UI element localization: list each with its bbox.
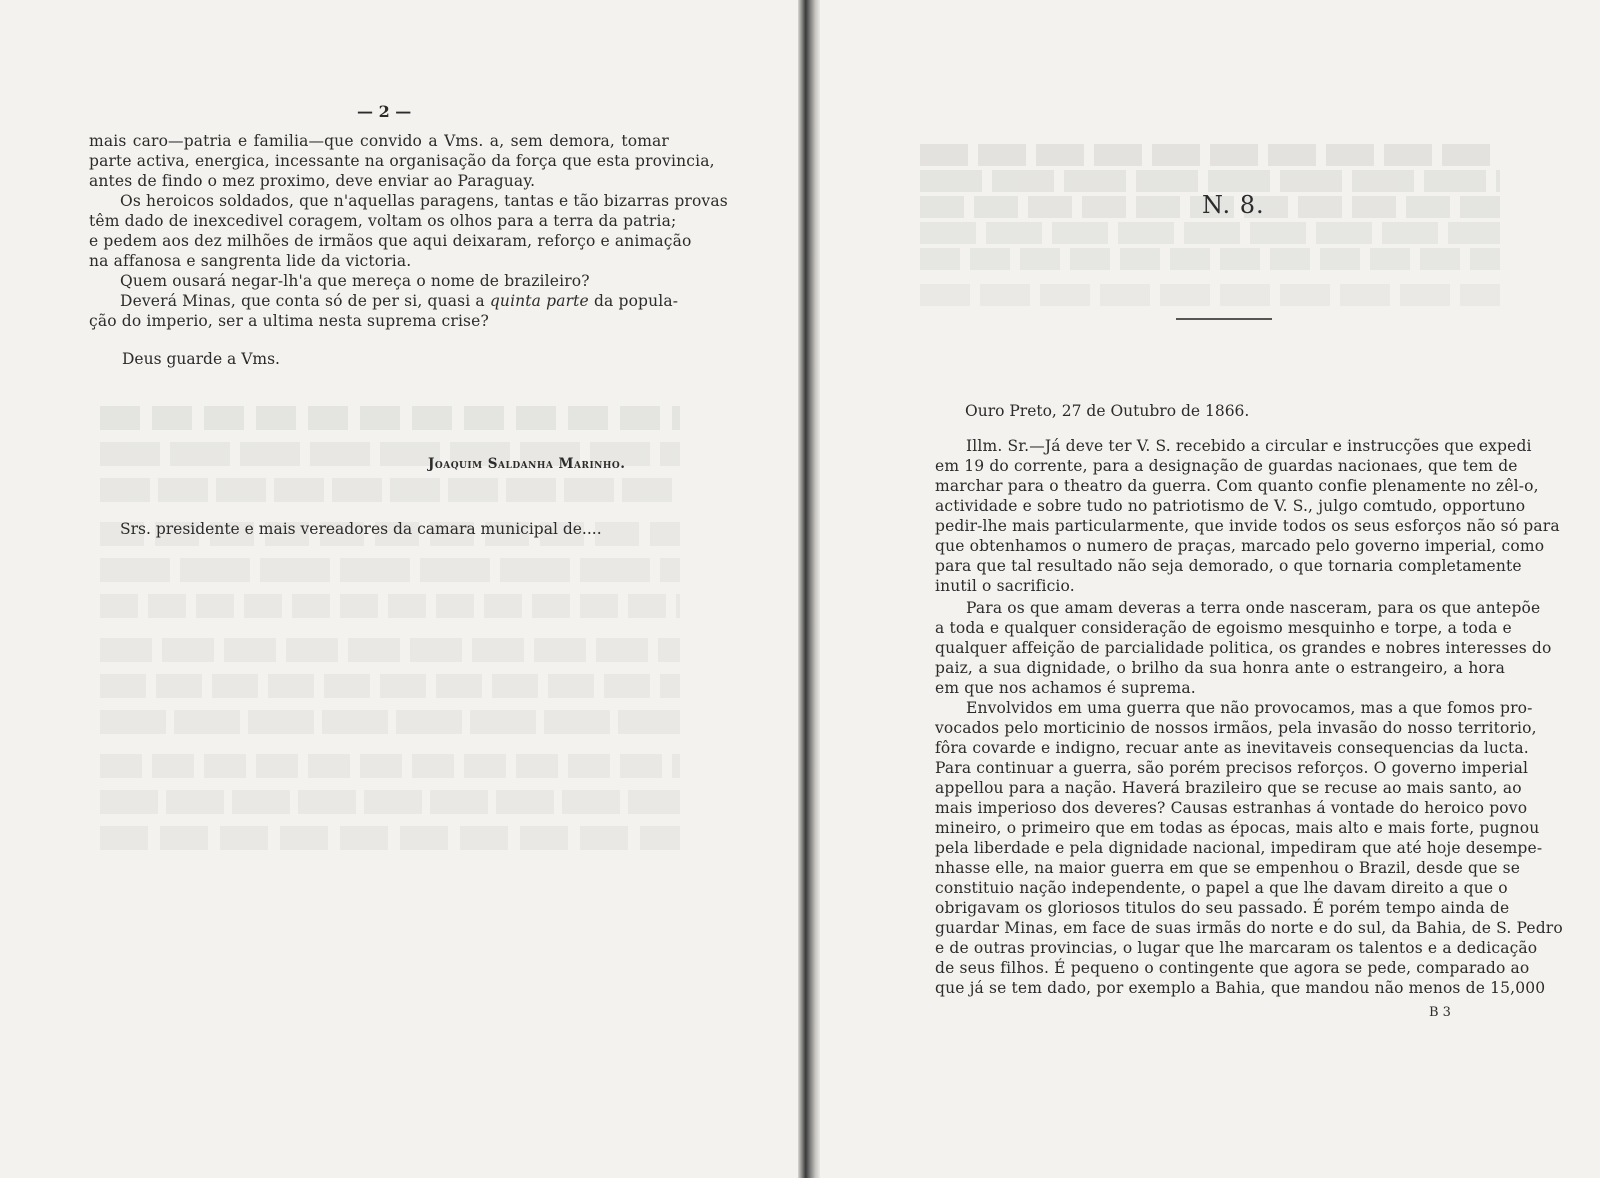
text-line: de seus filhos. É pequeno o contingente que agora se pede, comparado ao bbox=[935, 959, 1530, 977]
text-line: Envolvidos em uma guerra que não provocamos, mas a que fomos pro- bbox=[966, 699, 1533, 717]
text-line: Illm. Sr.—Já deve ter V. S. recebido a circular e instrucções que expedi bbox=[966, 437, 1532, 455]
text-line: parte activa, energica, incessante na organisação da força que esta provincia, bbox=[89, 152, 715, 170]
text-line: actividade e sobre tudo no patriotismo de V. S., julgo comtudo, opportuno bbox=[935, 497, 1526, 515]
text-line: pela liberdade e pela dignidade nacional, impediram que até hoje desempe- bbox=[935, 839, 1543, 857]
text-line: fôra covarde e indigno, recuar ante as inevitaveis consequencias da lucta. bbox=[935, 739, 1529, 757]
text-line: Quem ousará negar-lh'a que mereça o nome de brazileiro? bbox=[120, 272, 590, 290]
bleed-through-left bbox=[100, 400, 680, 1010]
paragraph-minas bbox=[89, 291, 679, 331]
text-line: appellou para a nação. Haverá brazileiro que se recuse ao mais santo, ao bbox=[935, 779, 1522, 797]
signature: Joaquim Saldanha Marinho. bbox=[428, 456, 626, 472]
paragraph-question bbox=[89, 271, 669, 291]
text-line: guardar Minas, em face de suas irmãs do norte e do sul, da Bahia, de S. Pedro bbox=[935, 919, 1563, 937]
place-date: Ouro Preto, 27 de Outubro de 1866. bbox=[965, 402, 1250, 420]
bleed-through-right bbox=[920, 140, 1500, 340]
signature-mark: B 3 bbox=[1429, 1005, 1451, 1020]
text-line: Para continuar a guerra, são porém precisos reforços. O governo imperial bbox=[935, 759, 1529, 777]
emphasis-text: quinta parte bbox=[489, 292, 589, 310]
text-line: vocados pelo morticinio de nossos irmãos, pela invasão do nosso territorio, bbox=[935, 719, 1537, 737]
document-number: N. 8. bbox=[1202, 191, 1265, 219]
text-line: pedir-lhe mais particularmente, que invide todos os seus esforços não só para bbox=[935, 517, 1560, 535]
text-line: que já se tem dado, por exemplo a Bahia, que mandou não menos de 15,000 bbox=[935, 979, 1546, 997]
text-line: que obtenhamos o numero de praças, marcado pelo governo imperial, como bbox=[935, 537, 1545, 555]
text-segment: Deverá Minas, que conta só de per si, quasi a bbox=[120, 292, 490, 310]
text-line: mineiro, o primeiro que em todas as épocas, mais alto e mais forte, pugnou bbox=[935, 819, 1540, 837]
left-page bbox=[0, 0, 798, 1178]
text-line: têm dado de inexcedivel coragem, voltam os olhos para a terra da patria; bbox=[89, 212, 677, 230]
paragraph-war bbox=[935, 698, 1563, 998]
text-line: na affanosa e sangrenta lide da victoria. bbox=[89, 252, 412, 270]
text-line: qualquer affeição de parcialidade politica, os grandes e nobres interesses do bbox=[935, 639, 1552, 657]
text-line: Os heroicos soldados, que n'aquellas paragens, tantas e tão bizarras provas bbox=[120, 192, 728, 210]
closing-salutation: Deus guarde a Vms. bbox=[122, 350, 280, 368]
paragraph-intro bbox=[935, 436, 1560, 596]
text-line: em 19 do corrente, para a designação de guardas nacionaes, que tem de bbox=[935, 457, 1518, 475]
text-line: Para os que amam deveras a terra onde nasceram, para os que antepõe bbox=[966, 599, 1541, 617]
text-line: mais caro—patria e familia—que convido a Vms. a, sem demora, tomar bbox=[89, 132, 669, 150]
text-line bbox=[89, 291, 679, 311]
text-line: nhasse elle, na maior guerra em que se empenhou o Brazil, desde que se bbox=[935, 859, 1521, 877]
text-line: e pedem aos dez milhões de irmãos que aqui deixaram, reforço e animação bbox=[89, 232, 692, 250]
text-line: em que nos achamos é suprema. bbox=[935, 679, 1196, 697]
horizontal-rule bbox=[1176, 318, 1272, 320]
text-line: e de outras provincias, o lugar que lhe marcaram os talentos e a dedicação bbox=[935, 939, 1538, 957]
book-gutter bbox=[798, 0, 820, 1178]
text-line: inutil o sacrificio. bbox=[935, 577, 1075, 595]
right-page bbox=[820, 0, 1600, 1178]
text-line: constituio nação independente, o papel a que lhe davam direito a que o bbox=[935, 879, 1508, 897]
paragraph-continuation bbox=[89, 131, 715, 191]
text-line: ção do imperio, ser a ultima nesta suprema crise? bbox=[89, 312, 489, 330]
text-line: marchar para o theatro da guerra. Com quanto confie plenamente no zêl-o, bbox=[935, 477, 1539, 495]
text-line: mais imperioso dos deveres? Causas estranhas á vontade do heroico povo bbox=[935, 799, 1528, 817]
text-line: obrigavam os gloriosos titulos do seu passado. É porém tempo ainda de bbox=[935, 899, 1510, 917]
page-number: — 2 — bbox=[357, 102, 412, 121]
paragraph-soldiers bbox=[89, 191, 728, 271]
text-line: paiz, a sua dignidade, o brilho da sua honra ante o estrangeiro, a hora bbox=[935, 659, 1505, 677]
text-line: para que tal resultado não seja demorado, o que tornaria completamente bbox=[935, 557, 1522, 575]
text-line: a toda e qualquer consideração de egoismo mesquinho e torpe, a toda e bbox=[935, 619, 1512, 637]
paragraph-patriots bbox=[935, 598, 1552, 698]
text-segment: da popula- bbox=[588, 292, 679, 310]
addressee: Srs. presidente e mais vereadores da camara municipal de.... bbox=[120, 520, 602, 538]
text-line: antes de findo o mez proximo, deve enviar ao Paraguay. bbox=[89, 172, 536, 190]
